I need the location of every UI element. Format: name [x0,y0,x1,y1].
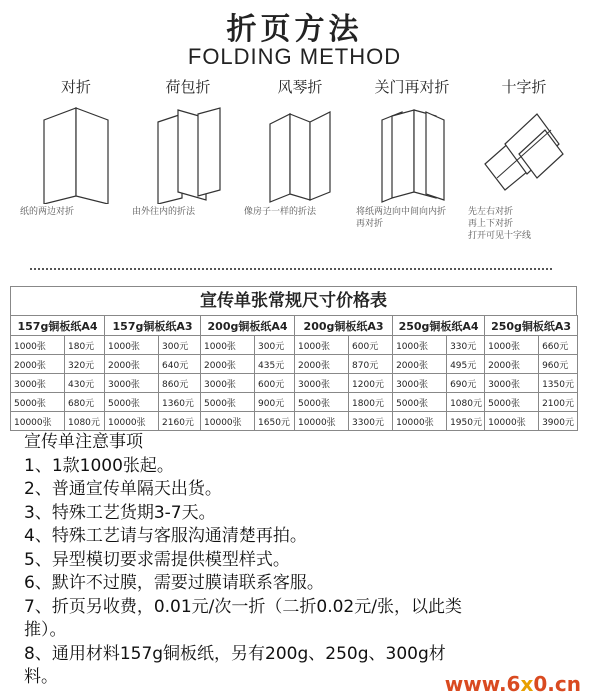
method-desc: 像房子一样的折法 [244,207,317,217]
price-cell: 680元 [65,393,105,412]
cross-fold-icon [479,104,569,204]
quantity-cell: 10000张 [11,412,65,431]
quantity-cell: 3000张 [105,374,159,393]
quantity-cell: 5000张 [393,393,447,412]
method-name: 荷包折 [165,78,211,96]
method-half-fold [20,76,132,218]
price-cell: 1360元 [159,393,201,412]
price-cell: 600元 [255,374,295,393]
price-cell: 430元 [65,374,105,393]
gate-fold-icon [372,104,452,204]
price-cell: 320元 [65,355,105,374]
quantity-cell: 1000张 [105,336,159,355]
note-item: 7、折页另收费，0.01元/次一折（二折0.02元/张，以此类 [24,596,462,617]
column-header: 157g铜板纸A4 [11,316,105,336]
price-cell: 3300元 [349,412,393,431]
price-cell: 180元 [65,336,105,355]
method-desc: 再对折 [356,219,384,229]
price-cell: 1350元 [539,374,578,393]
price-cell: 300元 [255,336,295,355]
page-title: 折页方法 [226,12,363,47]
price-cell: 495元 [447,355,485,374]
price-cell: 1800元 [349,393,393,412]
price-cell: 860元 [159,374,201,393]
price-cell: 870元 [349,355,393,374]
quantity-cell: 5000张 [201,393,255,412]
column-header: 200g铜板纸A3 [295,316,393,336]
table-row [11,412,578,431]
price-cell: 1080元 [65,412,105,431]
dotted-divider [30,268,552,270]
price-header-row [11,316,578,336]
quantity-cell: 3000张 [11,374,65,393]
column-header: 200g铜板纸A4 [201,316,295,336]
quantity-cell: 1000张 [295,336,349,355]
price-cell: 1950元 [447,412,485,431]
table-row [11,336,578,355]
table-row [11,374,578,393]
quantity-cell: 3000张 [295,374,349,393]
price-cell: 300元 [159,336,201,355]
method-desc: 先左右对折 [468,207,514,217]
quantity-cell: 2000张 [105,355,159,374]
note-item: 料。 [24,667,58,687]
column-header: 250g铜板纸A4 [393,316,485,336]
quantity-cell: 10000张 [295,412,349,431]
note-item: 1、1款1000张起。 [24,455,174,476]
quantity-cell: 10000张 [105,412,159,431]
column-header: 157g铜板纸A3 [105,316,201,336]
price-cell: 640元 [159,355,201,374]
method-name: 风琴折 [277,78,323,96]
quantity-cell: 10000张 [485,412,539,431]
note-item: 推）。 [24,620,67,640]
note-item: 8、通用材料157g铜板纸，另有200g、250g、300g材 [24,643,446,664]
quantity-cell: 1000张 [201,336,255,355]
wallet-fold-icon [148,104,228,204]
price-grid [10,315,578,431]
quantity-cell: 2000张 [393,355,447,374]
price-cell: 2160元 [159,412,201,431]
quantity-cell: 1000张 [11,336,65,355]
quantity-cell: 5000张 [295,393,349,412]
method-cross-fold [468,76,580,242]
price-cell: 600元 [349,336,393,355]
quantity-cell: 1000张 [393,336,447,355]
note-item: 2、普通宣传单隔天出货。 [24,479,222,499]
quantity-cell: 5000张 [11,393,65,412]
quantity-cell: 10000张 [201,412,255,431]
quantity-cell: 5000张 [105,393,159,412]
column-header: 250g铜板纸A3 [485,316,578,336]
table-row [11,393,578,412]
quantity-cell: 1000张 [485,336,539,355]
method-gate-fold [356,76,468,230]
notes-heading: 宣传单注意事项 [24,432,143,452]
quantity-cell: 3000张 [201,374,255,393]
note-item: 6、默许不过膜，需要过膜请联系客服。 [24,573,324,593]
method-name: 关门再对折 [374,78,450,96]
method-desc: 将纸两边向中间向内折 [356,207,447,217]
price-cell: 1080元 [447,393,485,412]
watermark-logo: www.6x0.cn [444,672,581,696]
folding-methods [20,76,580,266]
note-item: 3、特殊工艺货期3-7天。 [24,502,216,523]
note-item: 4、特殊工艺请与客服沟通清楚再拍。 [24,526,307,546]
method-desc: 打开可见十字线 [468,231,532,241]
quantity-cell: 3000张 [393,374,447,393]
price-cell: 900元 [255,393,295,412]
price-cell: 690元 [447,374,485,393]
note-item: 5、异型模切要求需提供模型样式。 [24,549,290,570]
price-cell: 1650元 [255,412,295,431]
quantity-cell: 3000张 [485,374,539,393]
quantity-cell: 10000张 [393,412,447,431]
price-cell: 330元 [447,336,485,355]
accordion-fold-icon [260,104,340,204]
method-desc: 纸的两边对折 [20,207,75,217]
notes-section [24,431,564,690]
quantity-cell: 2000张 [11,355,65,374]
method-name: 对折 [60,78,91,96]
page-subtitle: FOLDING METHOD [187,44,402,69]
table-row [11,355,578,374]
method-wallet-fold [132,76,244,218]
price-table-title: 宣传单张常规尺寸价格表 [10,286,577,315]
price-cell: 960元 [539,355,578,374]
price-cell: 3900元 [539,412,578,431]
half-fold-icon [36,104,116,204]
method-accordion-fold [244,76,356,218]
price-cell: 435元 [255,355,295,374]
quantity-cell: 2000张 [485,355,539,374]
quantity-cell: 2000张 [295,355,349,374]
method-desc: 再上下对折 [468,219,514,229]
price-cell: 660元 [539,336,578,355]
quantity-cell: 5000张 [485,393,539,412]
method-name: 十字折 [501,78,547,96]
method-desc: 由外往内的折法 [132,207,196,217]
price-cell: 1200元 [349,374,393,393]
price-table [10,286,577,431]
price-cell: 2100元 [539,393,578,412]
quantity-cell: 2000张 [201,355,255,374]
